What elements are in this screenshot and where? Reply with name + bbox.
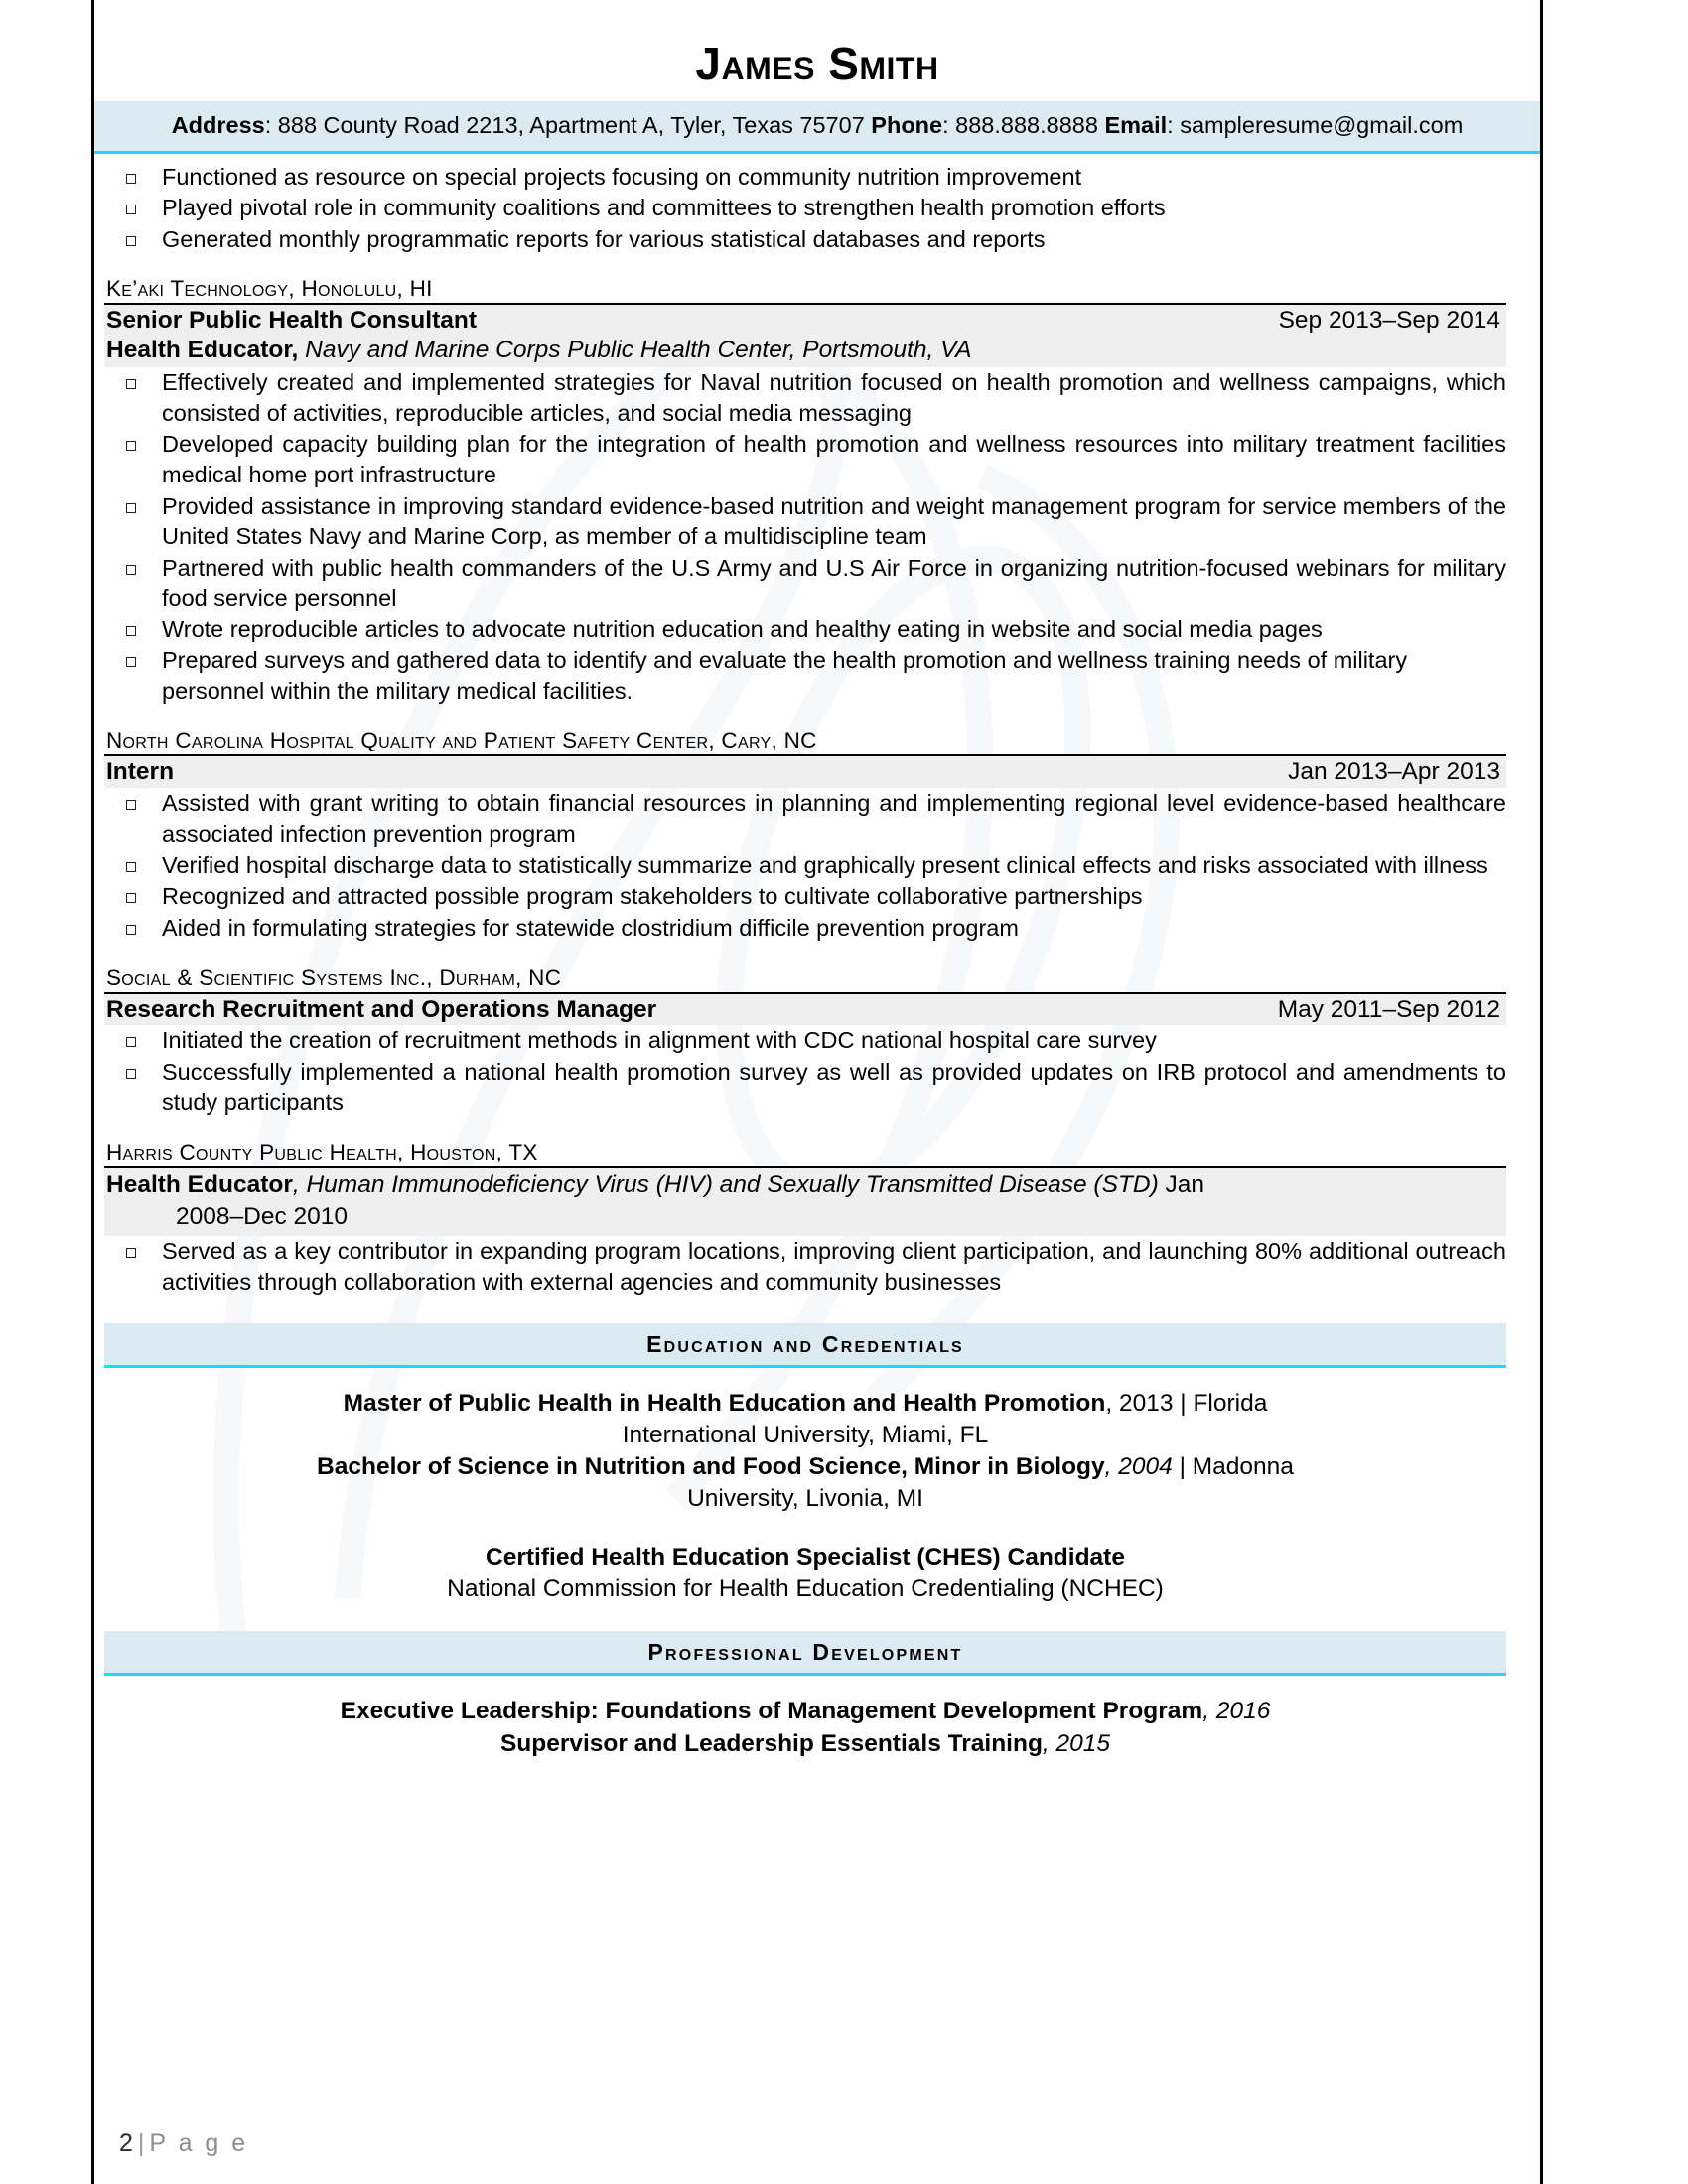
job-title-row — [104, 305, 1506, 337]
job-subtitle-role: Health Educator, — [106, 337, 299, 364]
job-dates: May 2011–Sep 2012 — [1277, 996, 1500, 1024]
page-footer — [119, 2129, 248, 2158]
list-item: Prepared surveys and gathered data to identify and evaluate the health promotion and wellness training needs of military personnel within the military medical facilities. — [104, 645, 1506, 706]
phone-value: : 888.888.8888 — [942, 112, 1105, 139]
job-bullet-list — [104, 367, 1506, 706]
certification-name: Certified Health Education Specialist (CHES) Candidate — [486, 1543, 1125, 1570]
job-title: Senior Public Health Consultant — [106, 307, 477, 335]
education-school-1: International University, Miami, FL — [622, 1421, 989, 1448]
pd-entry-1 — [104, 1696, 1506, 1727]
company-header: Harris County Public Health, Houston, TX — [104, 1127, 1506, 1168]
list-item: Verified hospital discharge data to statistically summarize and graphically present clinical effects and risks associated with illness — [104, 850, 1506, 881]
job-title-row — [104, 994, 1506, 1025]
section-header-education: Education and Credentials — [104, 1323, 1506, 1368]
resume-content — [94, 0, 1540, 2184]
list-item: Developed capacity building plan for the integration of health promotion and wellness resources into military treatment facilities medical home port infrastructure — [104, 429, 1506, 489]
job-title: Health Educator — [106, 1170, 293, 1198]
education-degree-1 — [104, 1388, 1506, 1420]
degree-detail: | Madonna — [1172, 1453, 1294, 1481]
certification-title — [104, 1542, 1506, 1573]
job-bullet-list — [104, 1236, 1506, 1297]
certification-block — [104, 1542, 1506, 1606]
list-item: Wrote reproducible articles to advocate nutrition education and healthy eating in website and social media pages — [104, 614, 1506, 645]
list-item: Assisted with grant writing to obtain financial resources in planning and implementing regional level evidence-based healthcare associated infection prevention program — [104, 788, 1506, 849]
job-dates: Jan 2013–Apr 2013 — [1288, 758, 1500, 786]
list-item: Recognized and attracted possible program stakeholders to cultivate collaborative partnerships — [104, 882, 1506, 912]
pd-year: , 2016 — [1202, 1698, 1271, 1725]
list-item: Effectively created and implemented strategies for Naval nutrition focused on health promotion and wellness campaigns, which consisted of activities, reproducible articles, and social media messaging — [104, 367, 1506, 428]
degree-name: Bachelor of Science in Nutrition and Food Science, Minor in Biology — [317, 1453, 1105, 1481]
degree-name: Master of Public Health in Health Education and Health Promotion — [343, 1389, 1106, 1417]
list-item: Provided assistance in improving standard evidence-based nutrition and weight management program for service members of the United States Navy and Marine Corp, as member of a multidiscipline team — [104, 491, 1506, 552]
degree-detail: , 2013 | Florida — [1105, 1389, 1268, 1417]
phone-label: Phone — [871, 112, 943, 139]
email-label: Email — [1104, 112, 1168, 139]
list-item: Initiated the creation of recruitment methods in alignment with CDC national hospital care survey — [104, 1025, 1506, 1056]
list-item: Generated monthly programmatic reports for various statistical databases and reports — [104, 224, 1506, 255]
job-title: Research Recruitment and Operations Manager — [106, 996, 657, 1024]
email-value: : sampleresume@gmail.com — [1167, 112, 1464, 139]
degree-year: , 2004 — [1104, 1453, 1173, 1481]
list-item: Served as a key contributor in expanding program locations, improving client participation, and launching 80% additional outreach activities through collaboration with external agencies and community businesses — [104, 1236, 1506, 1297]
pd-name: Supervisor and Leadership Essentials Training — [499, 1729, 1043, 1757]
page-title: James Smith — [695, 38, 939, 89]
job-title: Intern — [106, 758, 175, 786]
top-bullet-list — [104, 162, 1506, 255]
resume-body — [94, 162, 1540, 1760]
company-header: Ke’aki Technology, Honolulu, HI — [104, 263, 1506, 305]
job-title-row — [104, 756, 1506, 788]
pd-year: , 2015 — [1042, 1729, 1111, 1757]
education-school-2: University, Livonia, MI — [687, 1485, 923, 1513]
job-title-detail: , Human Immunodeficiency Virus (HIV) and Sexually Transmitted Disease (STD) — [292, 1170, 1159, 1198]
list-item: Aided in formulating strategies for statewide clostridium difficile prevention program — [104, 913, 1506, 944]
job-subtitle-org: Navy and Marine Corps Public Health Center, Portsmouth, VA — [298, 337, 972, 364]
job-title-row — [104, 1168, 1506, 1237]
job-dates-part2: 2008–Dec 2010 — [176, 1203, 349, 1231]
address-value: : 888 County Road 2213, Apartment A, Tyler, Texas 75707 — [264, 112, 872, 139]
education-entries — [104, 1388, 1506, 1516]
section-header-professional-development: Professional Development — [104, 1631, 1506, 1676]
job-subtitle-row — [104, 337, 1506, 367]
pd-name: Executive Leadership: Foundations of Management Development Program — [340, 1698, 1203, 1725]
contact-bar — [94, 101, 1540, 153]
list-item: Partnered with public health commanders of the U.S Army and U.S Air Force in organizing nutrition-focused webinars for military food service personnel — [104, 553, 1506, 614]
professional-development-entries — [104, 1696, 1506, 1760]
company-header: Social & Scientific Systems Inc., Durham, NC — [104, 952, 1506, 994]
job-bullet-list — [104, 1025, 1506, 1118]
job-dates: Sep 2013–Sep 2014 — [1278, 307, 1500, 335]
footer-separator: | — [137, 2129, 146, 2157]
pd-entry-2 — [104, 1728, 1506, 1760]
company-header: North Carolina Hospital Quality and Patient Safety Center, Cary, NC — [104, 715, 1506, 756]
job-bullet-list — [104, 788, 1506, 943]
page-border-right — [1540, 0, 1543, 2184]
list-item: Played pivotal role in community coalitions and committees to strengthen health promotion efforts — [104, 193, 1506, 223]
footer-page-word: P a g e — [149, 2129, 249, 2157]
certification-body: National Commission for Health Education Credentialing (NCHEC) — [447, 1575, 1164, 1603]
list-item: Successfully implemented a national health promotion survey as well as provided updates on IRB protocol and amendments to study participants — [104, 1057, 1506, 1118]
education-degree-2 — [104, 1451, 1506, 1483]
address-label: Address — [171, 112, 265, 139]
footer-page-number: 2 — [119, 2129, 134, 2157]
list-item: Functioned as resource on special projects focusing on community nutrition improvement — [104, 162, 1506, 193]
job-dates-part1: Jan — [1158, 1170, 1205, 1198]
